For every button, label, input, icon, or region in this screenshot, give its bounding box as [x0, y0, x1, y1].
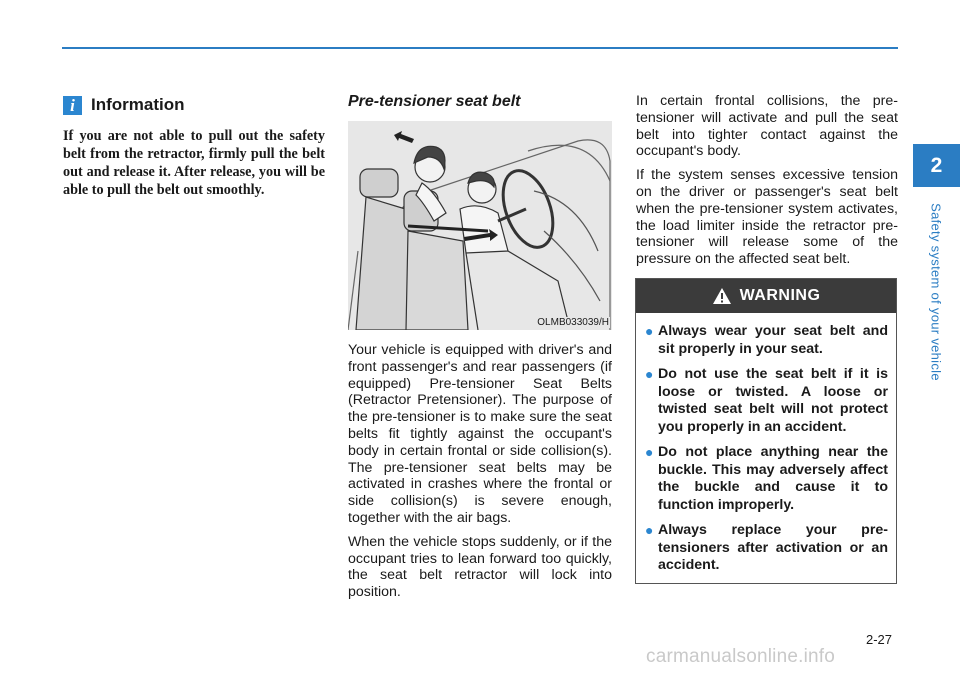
warning-item [644, 323, 888, 358]
paragraph: In certain frontal collisions, the pre-tensioner will activate and pull the seat belt into tighter contact against the occupant's body. [636, 93, 898, 160]
information-header [63, 95, 185, 115]
paragraph: Your vehicle is equipped with driver's and front passenger's and rear passengers (if equipped) Pre-tensioner Seat Belts (Retractor Pretensioner). The purpose of the pre-tensioner is to make sure the seat belts fit tightly against the occupant's body in certain frontal or side collision(s). The pre-tensioner seat belts may be activated in crashes where the frontal or side collision(s) is severe enough, together with the air bags. [348, 342, 612, 526]
warning-item [644, 522, 888, 575]
chapter-label: Safety system of your vehicle [928, 203, 944, 381]
warning-title: WARNING [739, 287, 821, 304]
section-body [348, 342, 612, 608]
warning-header [636, 279, 896, 313]
warning-item-text: Always replace your pre-tensioners after activation or an accident. [658, 522, 888, 573]
column-three-body [636, 93, 898, 275]
warning-item-text: Always wear your seat belt and sit properly in your seat. [658, 323, 888, 357]
bullet-icon: ● [645, 323, 654, 339]
information-text: If you are not able to pull out the safety belt from the retractor, firmly pull the belt out and release it. After release, you will be able to pull the belt out smoothly. [63, 128, 325, 198]
bullet-icon: ● [645, 522, 654, 538]
warning-item-text: Do not place anything near the buckle. This may adversely affect the buckle and cause it to function improperly. [658, 444, 888, 513]
top-rule [62, 47, 898, 49]
warning-box [635, 278, 897, 584]
info-icon: i [63, 96, 82, 115]
bullet-icon: ● [645, 444, 654, 460]
information-title: Information [91, 95, 185, 114]
watermark: carmanualsonline.info [646, 646, 836, 667]
pretensioner-illustration [348, 121, 612, 330]
warning-item-text: Do not use the seat belt if it is loose or twisted. A loose or twisted seat belt will not protect you properly in an accident. [658, 366, 888, 435]
warning-item [644, 366, 888, 436]
paragraph: When the vehicle stops suddenly, or if the occupant tries to lean forward too quickly, the seat belt retractor will lock into position. [348, 533, 612, 601]
chapter-tab[interactable]: 2 [913, 144, 960, 187]
retract-arrow-icon [394, 131, 414, 143]
warning-item [644, 444, 888, 514]
warning-triangle-icon [712, 287, 732, 305]
warning-list [636, 313, 896, 575]
figure-code: OLMB033039/H [537, 317, 609, 328]
occupants-in-car-illustration [348, 121, 612, 330]
bullet-icon: ● [645, 366, 654, 382]
page-number: 2-27 [866, 632, 893, 647]
paragraph: If the system senses excessive tension on the driver or passenger's seat belt when the pre-tensioner system activates, the load limiter inside the retractor pre-tensioner will release some of the pressure on the affected seat belt. [636, 167, 898, 268]
section-title: Pre-tensioner seat belt [348, 93, 521, 110]
